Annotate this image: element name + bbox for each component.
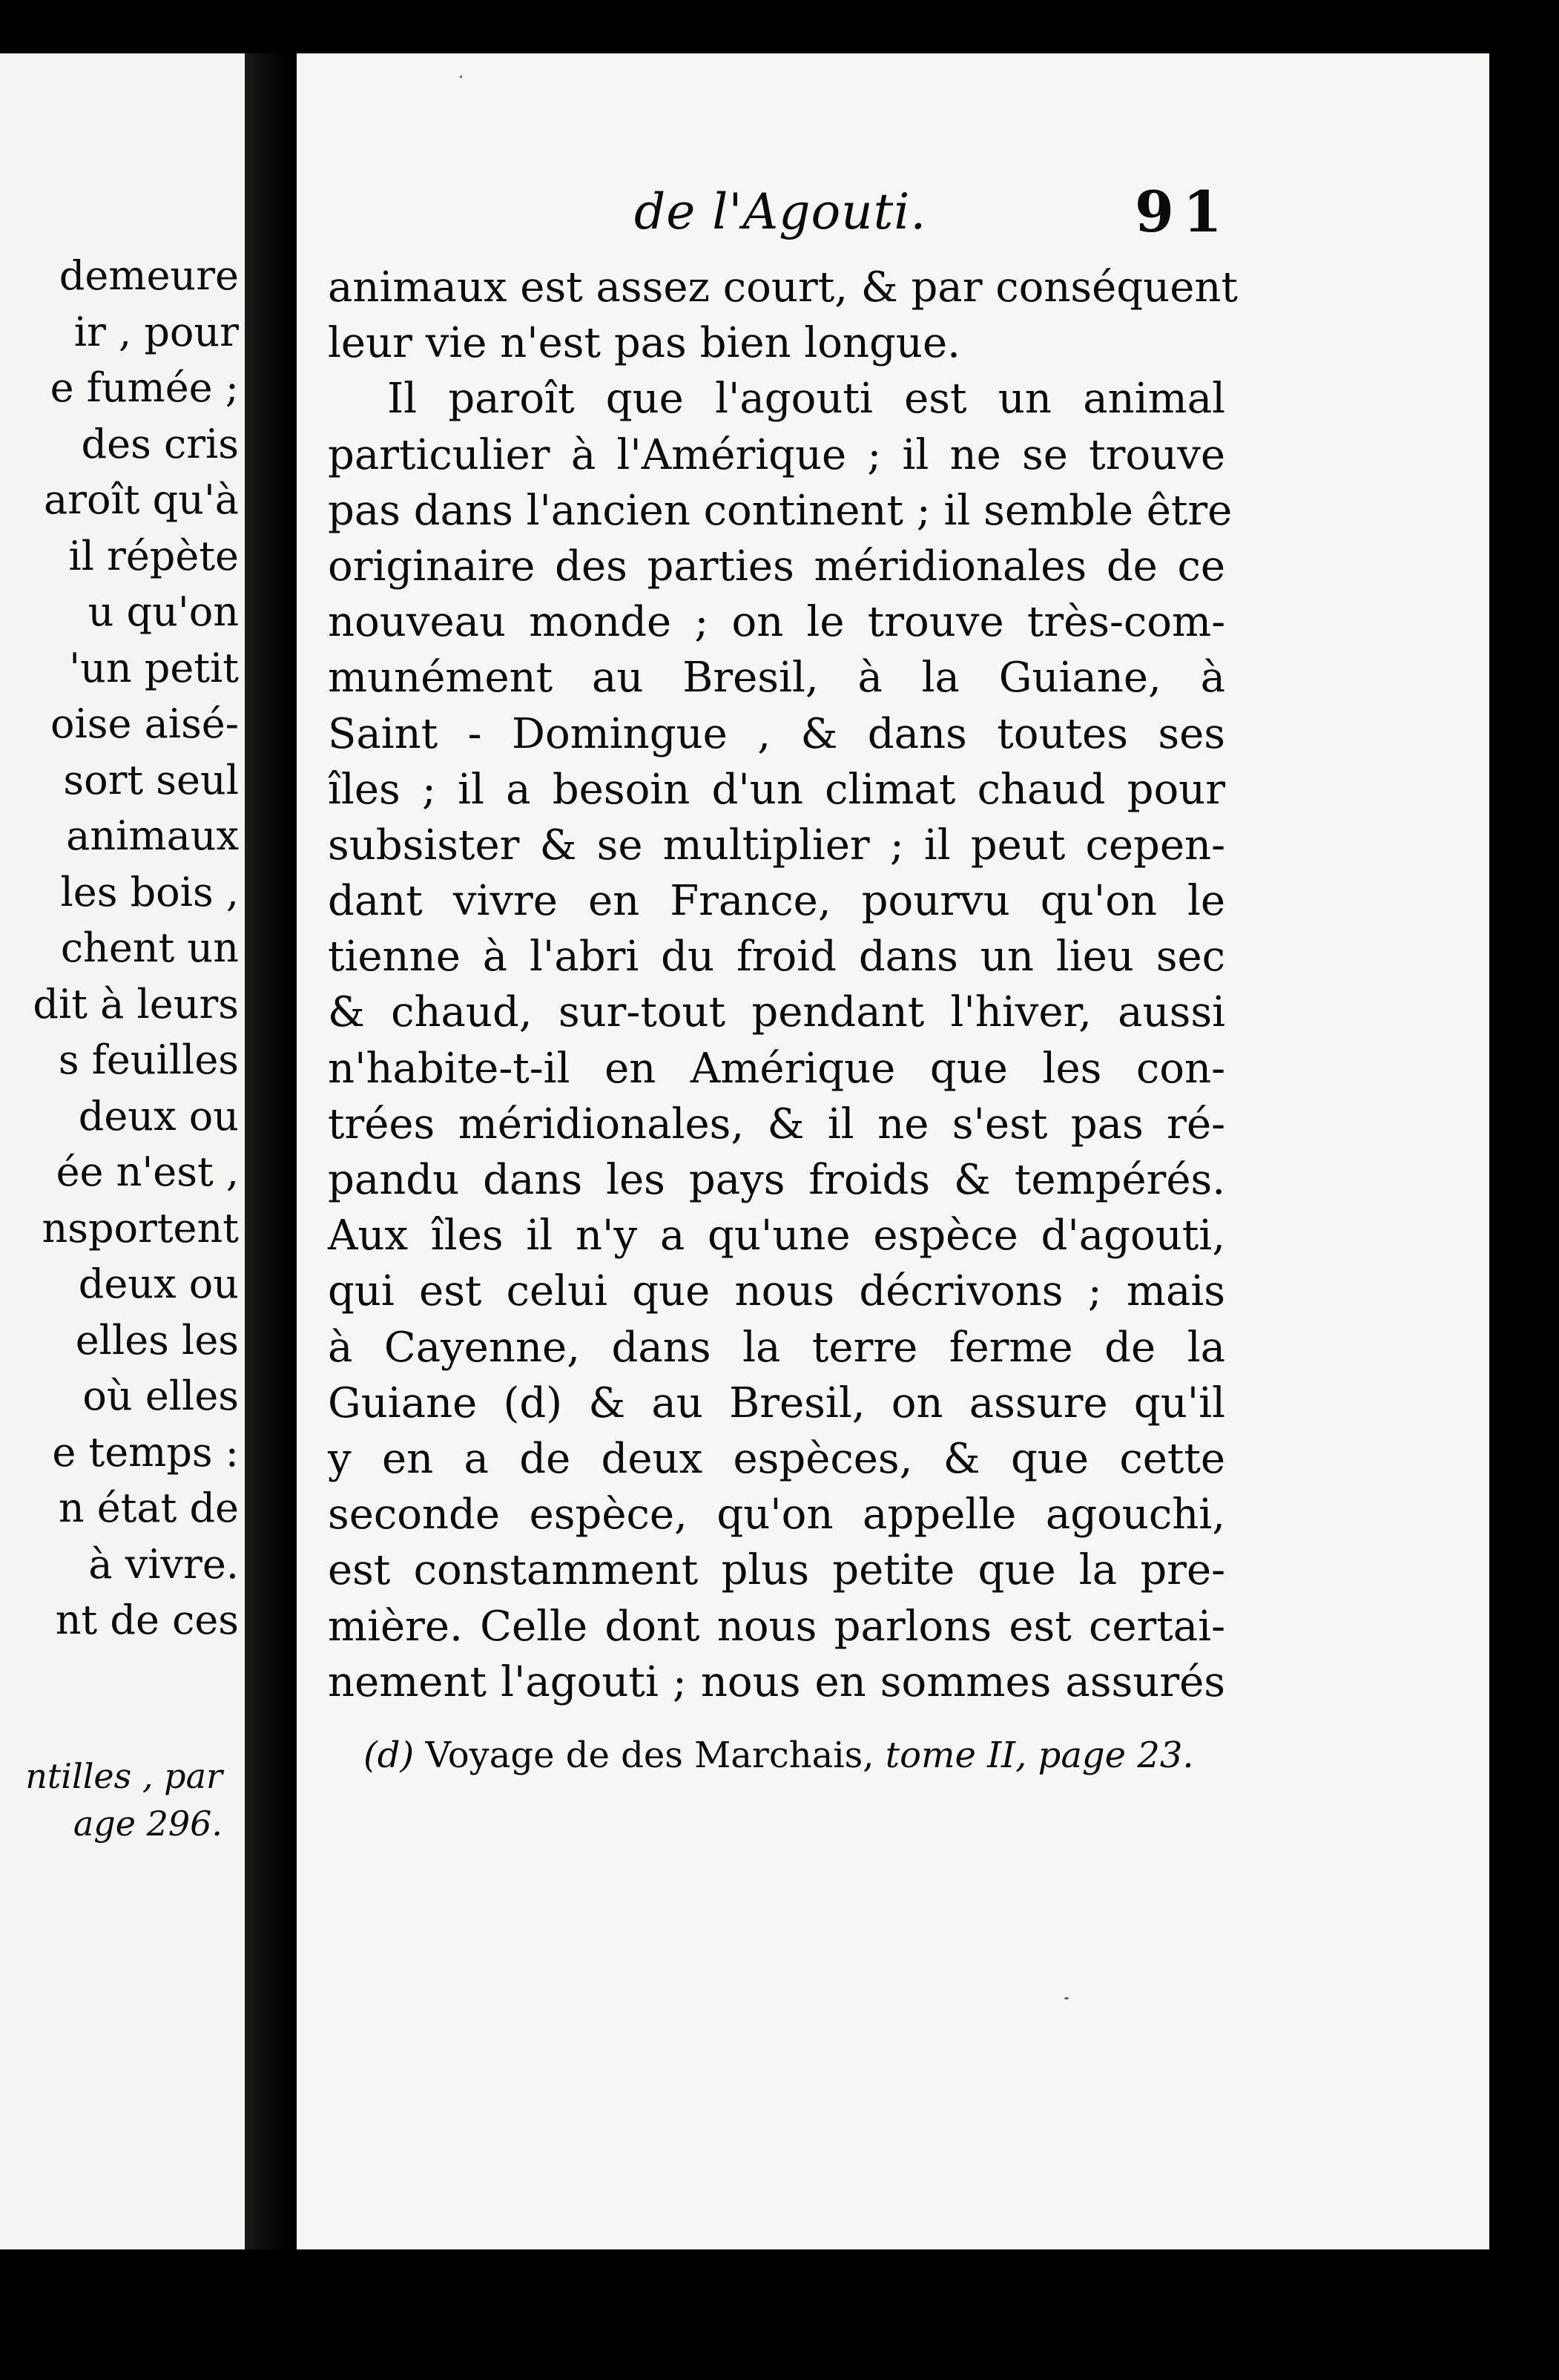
text-line: Il paroît que l'agouti est un animal <box>387 375 1225 424</box>
left-line: deux ou <box>78 1260 239 1307</box>
text-line: pas dans l'ancien continent ; il semble être <box>328 486 1233 535</box>
right-page <box>297 53 1489 2249</box>
footnote <box>363 1735 1239 1776</box>
left-page-fragment <box>0 53 245 2249</box>
text-line: Guiane (d) & au Bresil, on assure qu'il <box>328 1378 1225 1427</box>
left-line: chent un <box>60 924 239 971</box>
text-line: trées méridionales, & il ne s'est pas ré- <box>328 1099 1225 1148</box>
text-line: mière. Celle dont nous parlons est certai- <box>328 1602 1225 1651</box>
left-line: nt de ces <box>55 1597 239 1643</box>
left-line: s feuilles <box>58 1036 239 1083</box>
text-line: Saint - Domingue , & dans toutes ses <box>328 709 1225 758</box>
text-line: nouveau monde ; on le trouve très-com- <box>328 598 1225 647</box>
text-line: animaux est assez court, & par conséquent <box>328 263 1238 312</box>
left-note-line: ntilles , par <box>25 1756 223 1796</box>
book-gutter <box>245 53 297 2249</box>
running-head: de l'Agouti. <box>634 183 927 240</box>
text-line: dant vivre en France, pourvu qu'on le <box>328 877 1225 926</box>
left-line: à vivre. <box>88 1540 239 1588</box>
left-line: e temps : <box>52 1428 239 1476</box>
text-line: y en a de deux espèces, & que cette <box>328 1434 1225 1483</box>
left-line: u qu'on <box>88 588 239 635</box>
text-line: Aux îles il n'y a qu'une espèce d'agouti, <box>328 1212 1225 1260</box>
left-line: où elles <box>82 1373 239 1419</box>
left-note-line: age 296. <box>73 1804 223 1844</box>
text-line: munément au Bresil, à la Guiane, à <box>328 654 1225 703</box>
text-line: est constamment plus petite que la pre- <box>328 1546 1225 1595</box>
text-line: qui est celui que nous décrivons ; mais <box>328 1267 1225 1316</box>
text-line: seconde espèce, qu'on appelle agouchi, <box>328 1490 1225 1539</box>
left-line: n état de <box>58 1485 239 1531</box>
left-line: aroît qu'à <box>43 476 239 523</box>
text-line: îles ; il a besoin d'un climat chaud pour <box>328 765 1225 814</box>
footnote-marker: (d) <box>363 1735 415 1776</box>
left-line: demeure <box>59 252 239 299</box>
left-line: sort seul <box>63 756 239 803</box>
page-header <box>297 179 1489 250</box>
paper-speck <box>1064 1997 1069 1999</box>
left-page-text <box>1 248 239 1648</box>
left-line: e fumée ; <box>50 364 239 411</box>
left-line: il répète <box>68 532 239 579</box>
page-number: 91 <box>1135 179 1231 245</box>
text-line: n'habite-t-il en Amérique que les con- <box>328 1044 1225 1093</box>
left-line: les bois , <box>60 868 239 915</box>
text-line: nement l'agouti ; nous en sommes assurés <box>328 1657 1225 1706</box>
footnote-reference: tome II, page 23. <box>885 1735 1194 1776</box>
footnote-text: Voyage de des Marchais, <box>425 1735 874 1776</box>
left-line: ir , pour <box>73 308 239 355</box>
left-line: des cris <box>81 420 239 467</box>
body-text <box>328 260 1238 1710</box>
left-line: oise aisé- <box>50 700 239 747</box>
text-line: particulier à l'Amérique ; il ne se trouve <box>328 430 1225 479</box>
text-line: subsister & se multiplier ; il peut cepen- <box>328 821 1225 870</box>
left-page-footnote <box>0 1752 223 1847</box>
text-line: à Cayenne, dans la terre ferme de la <box>328 1323 1225 1372</box>
left-line: animaux <box>66 812 239 859</box>
left-line: 'un petit <box>69 644 239 691</box>
text-line: leur vie n'est pas bien longue. <box>328 319 960 368</box>
text-line: & chaud, sur-tout pendant l'hiver, aussi <box>328 988 1225 1037</box>
text-line: pandu dans les pays froids & tempérés. <box>328 1156 1225 1204</box>
left-line: nsportent <box>42 1204 239 1252</box>
left-line: deux ou <box>78 1092 239 1140</box>
text-line: tienne à l'abri du froid dans un lieu sec <box>328 933 1225 982</box>
left-line: dit à leurs <box>33 980 239 1028</box>
text-line: originaire des parties méridionales de ce <box>328 542 1225 591</box>
left-line: elles les <box>75 1316 239 1364</box>
left-line: ée n'est , <box>56 1148 239 1195</box>
paper-speck <box>460 76 462 78</box>
